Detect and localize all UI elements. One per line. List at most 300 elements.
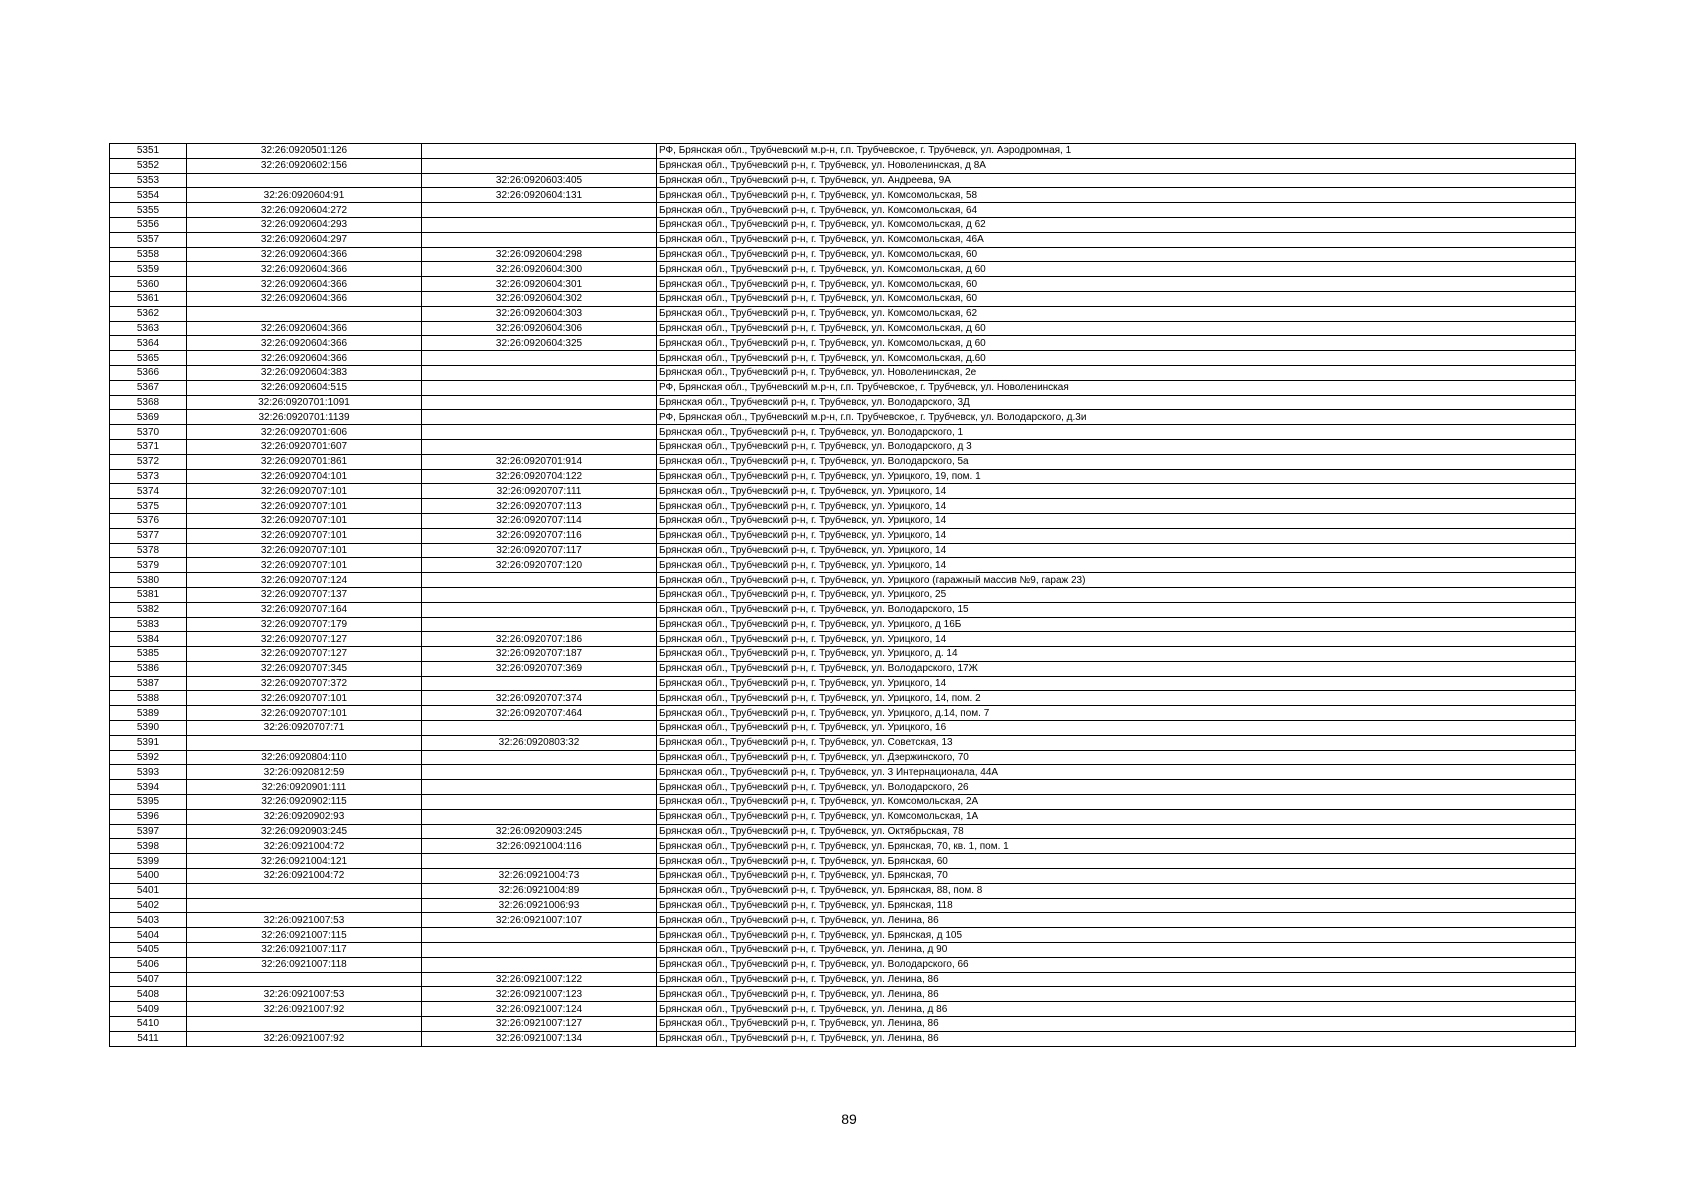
- address-cell: Брянская обл., Трубчевский р-н, г. Трубчевск, ул. Володарского, д 3: [657, 439, 1576, 454]
- building-number-cell: 32:26:0920604:298: [422, 247, 657, 262]
- row-number-cell: 5370: [110, 425, 187, 440]
- parcel-number-cell: 32:26:0920707:101: [187, 543, 422, 558]
- address-cell: Брянская обл., Трубчевский р-н, г. Трубчевск, ул. Урицкого, 19, пом. 1: [657, 469, 1576, 484]
- parcel-number-cell: 32:26:0920701:606: [187, 425, 422, 440]
- row-number-cell: 5393: [110, 765, 187, 780]
- building-number-cell: 32:26:0920707:114: [422, 513, 657, 528]
- row-number-cell: 5355: [110, 203, 187, 218]
- row-number-cell: 5379: [110, 558, 187, 573]
- table-row: [110, 395, 1576, 410]
- row-number-cell: 5365: [110, 351, 187, 366]
- table-row: [110, 632, 1576, 647]
- parcel-number-cell: 32:26:0920901:111: [187, 780, 422, 795]
- parcel-number-cell: [187, 306, 422, 321]
- parcel-number-cell: 32:26:0921007:118: [187, 957, 422, 972]
- row-number-cell: 5404: [110, 928, 187, 943]
- row-number-cell: 5368: [110, 395, 187, 410]
- building-number-cell: [422, 809, 657, 824]
- row-number-cell: 5369: [110, 410, 187, 425]
- address-cell: Брянская обл., Трубчевский р-н, г. Трубчевск, ул. 3 Интернационала, 44А: [657, 765, 1576, 780]
- address-cell: Брянская обл., Трубчевский р-н, г. Трубчевск, ул. Урицкого, д. 14: [657, 647, 1576, 662]
- row-number-cell: 5401: [110, 883, 187, 898]
- row-number-cell: 5356: [110, 217, 187, 232]
- building-number-cell: [422, 410, 657, 425]
- parcel-number-cell: [187, 735, 422, 750]
- parcel-number-cell: [187, 1017, 422, 1032]
- parcel-number-cell: 32:26:0920902:93: [187, 809, 422, 824]
- building-number-cell: 32:26:0920707:369: [422, 661, 657, 676]
- address-cell: РФ, Брянская обл., Трубчевский м.р-н, г.п. Трубчевское, г. Трубчевск, ул. Новоленинская: [657, 380, 1576, 395]
- address-cell: Брянская обл., Трубчевский р-н, г. Трубчевск, ул. Урицкого, 14: [657, 499, 1576, 514]
- parcel-number-cell: 32:26:0921007:115: [187, 928, 422, 943]
- address-cell: Брянская обл., Трубчевский р-н, г. Трубчевск, ул. Комсомольская, 60: [657, 247, 1576, 262]
- row-number-cell: 5396: [110, 809, 187, 824]
- parcel-number-cell: 32:26:0920704:101: [187, 469, 422, 484]
- building-number-cell: 32:26:0920707:374: [422, 691, 657, 706]
- parcel-number-cell: 32:26:0920604:297: [187, 232, 422, 247]
- parcel-number-cell: 32:26:0921004:72: [187, 839, 422, 854]
- parcel-number-cell: 32:26:0920604:366: [187, 336, 422, 351]
- row-number-cell: 5371: [110, 439, 187, 454]
- building-number-cell: 32:26:0920704:122: [422, 469, 657, 484]
- table-row: [110, 987, 1576, 1002]
- address-cell: Брянская обл., Трубчевский р-н, г. Трубчевск, ул. Андреева, 9А: [657, 173, 1576, 188]
- address-cell: Брянская обл., Трубчевский р-н, г. Трубчевск, ул. Комсомольская, 46А: [657, 232, 1576, 247]
- table-row: [110, 528, 1576, 543]
- row-number-cell: 5382: [110, 602, 187, 617]
- address-cell: Брянская обл., Трубчевский р-н, г. Трубчевск, ул. Дзержинского, 70: [657, 750, 1576, 765]
- page-number: 89: [841, 1111, 857, 1127]
- row-number-cell: 5398: [110, 839, 187, 854]
- records-table-body: [110, 144, 1576, 1047]
- address-cell: Брянская обл., Трубчевский р-н, г. Трубчевск, ул. Урицкого, 14: [657, 513, 1576, 528]
- building-number-cell: 32:26:0921007:107: [422, 913, 657, 928]
- table-row: [110, 765, 1576, 780]
- building-number-cell: 32:26:0921004:116: [422, 839, 657, 854]
- building-number-cell: 32:26:0920707:464: [422, 706, 657, 721]
- row-number-cell: 5374: [110, 484, 187, 499]
- table-row: [110, 839, 1576, 854]
- table-row: [110, 232, 1576, 247]
- address-cell: Брянская обл., Трубчевский р-н, г. Трубчевск, ул. Володарского, 26: [657, 780, 1576, 795]
- row-number-cell: 5392: [110, 750, 187, 765]
- address-cell: Брянская обл., Трубчевский р-н, г. Трубчевск, ул. Комсомольская, 62: [657, 306, 1576, 321]
- table-row: [110, 499, 1576, 514]
- table-row: [110, 217, 1576, 232]
- address-cell: Брянская обл., Трубчевский р-н, г. Трубчевск, ул. Володарского, 15: [657, 602, 1576, 617]
- row-number-cell: 5386: [110, 661, 187, 676]
- table-row: [110, 883, 1576, 898]
- building-number-cell: 32:26:0920803:32: [422, 735, 657, 750]
- building-number-cell: [422, 365, 657, 380]
- building-number-cell: [422, 780, 657, 795]
- parcel-number-cell: 32:26:0920707:101: [187, 691, 422, 706]
- address-cell: Брянская обл., Трубчевский р-н, г. Трубчевск, ул. Ленина, д 86: [657, 1002, 1576, 1017]
- parcel-number-cell: 32:26:0920602:156: [187, 158, 422, 173]
- address-cell: Брянская обл., Трубчевский р-н, г. Трубчевск, ул. Урицкого, 14: [657, 528, 1576, 543]
- parcel-number-cell: 32:26:0920707:345: [187, 661, 422, 676]
- table-row: [110, 573, 1576, 588]
- address-cell: Брянская обл., Трубчевский р-н, г. Трубчевск, ул. Володарского, 5а: [657, 454, 1576, 469]
- building-number-cell: 32:26:0920604:302: [422, 291, 657, 306]
- table-row: [110, 365, 1576, 380]
- parcel-number-cell: 32:26:0920903:245: [187, 824, 422, 839]
- row-number-cell: 5372: [110, 454, 187, 469]
- row-number-cell: 5405: [110, 943, 187, 958]
- building-number-cell: 32:26:0920707:113: [422, 499, 657, 514]
- parcel-number-cell: 32:26:0921007:53: [187, 913, 422, 928]
- building-number-cell: [422, 587, 657, 602]
- row-number-cell: 5402: [110, 898, 187, 913]
- address-cell: Брянская обл., Трубчевский р-н, г. Трубчевск, ул. Ленина, 86: [657, 913, 1576, 928]
- parcel-number-cell: 32:26:0920902:115: [187, 795, 422, 810]
- building-number-cell: 32:26:0920604:325: [422, 336, 657, 351]
- table-row: [110, 188, 1576, 203]
- parcel-number-cell: 32:26:0920707:179: [187, 617, 422, 632]
- parcel-number-cell: 32:26:0921004:121: [187, 854, 422, 869]
- table-row: [110, 972, 1576, 987]
- address-cell: Брянская обл., Трубчевский р-н, г. Трубчевск, ул. Урицкого, д.14, пом. 7: [657, 706, 1576, 721]
- building-number-cell: 32:26:0920701:914: [422, 454, 657, 469]
- row-number-cell: 5385: [110, 647, 187, 662]
- building-number-cell: 32:26:0920903:245: [422, 824, 657, 839]
- table-row: [110, 587, 1576, 602]
- address-cell: Брянская обл., Трубчевский р-н, г. Трубчевск, ул. Урицкого, 14: [657, 558, 1576, 573]
- building-number-cell: 32:26:0920707:116: [422, 528, 657, 543]
- row-number-cell: 5359: [110, 262, 187, 277]
- row-number-cell: 5364: [110, 336, 187, 351]
- building-number-cell: [422, 943, 657, 958]
- address-cell: Брянская обл., Трубчевский р-н, г. Трубчевск, ул. Брянская, 60: [657, 854, 1576, 869]
- address-cell: Брянская обл., Трубчевский р-н, г. Трубчевск, ул. Урицкого, 25: [657, 587, 1576, 602]
- row-number-cell: 5380: [110, 573, 187, 588]
- parcel-number-cell: 32:26:0920707:164: [187, 602, 422, 617]
- address-cell: Брянская обл., Трубчевский р-н, г. Трубчевск, ул. Ленина, 86: [657, 1031, 1576, 1046]
- address-cell: Брянская обл., Трубчевский р-н, г. Трубчевск, ул. Урицкого, д 16Б: [657, 617, 1576, 632]
- table-row: [110, 543, 1576, 558]
- parcel-number-cell: 32:26:0920707:101: [187, 528, 422, 543]
- table-row: [110, 454, 1576, 469]
- parcel-number-cell: 32:26:0921007:117: [187, 943, 422, 958]
- row-number-cell: 5378: [110, 543, 187, 558]
- table-row: [110, 513, 1576, 528]
- table-row: [110, 957, 1576, 972]
- building-number-cell: 32:26:0920604:301: [422, 277, 657, 292]
- building-number-cell: [422, 351, 657, 366]
- address-cell: Брянская обл., Трубчевский р-н, г. Трубчевск, ул. Володарского, 66: [657, 957, 1576, 972]
- address-cell: Брянская обл., Трубчевский р-н, г. Трубчевск, ул. Урицкого (гаражный массив №9, гараж 23): [657, 573, 1576, 588]
- parcel-number-cell: 32:26:0920604:366: [187, 277, 422, 292]
- row-number-cell: 5361: [110, 291, 187, 306]
- row-number-cell: 5358: [110, 247, 187, 262]
- table-row: [110, 144, 1576, 159]
- row-number-cell: 5376: [110, 513, 187, 528]
- building-number-cell: [422, 217, 657, 232]
- address-cell: Брянская обл., Трубчевский р-н, г. Трубчевск, ул. Ленина, д 90: [657, 943, 1576, 958]
- address-cell: Брянская обл., Трубчевский р-н, г. Трубчевск, ул. Брянская, 70: [657, 869, 1576, 884]
- table-row: [110, 706, 1576, 721]
- row-number-cell: 5373: [110, 469, 187, 484]
- table-row: [110, 809, 1576, 824]
- table-row: [110, 661, 1576, 676]
- building-number-cell: 32:26:0920707:120: [422, 558, 657, 573]
- parcel-number-cell: 32:26:0920707:101: [187, 558, 422, 573]
- table-row: [110, 558, 1576, 573]
- address-cell: Брянская обл., Трубчевский р-н, г. Трубчевск, ул. Брянская, 88, пом. 8: [657, 883, 1576, 898]
- table-row: [110, 439, 1576, 454]
- address-cell: Брянская обл., Трубчевский р-н, г. Трубчевск, ул. Советская, 13: [657, 735, 1576, 750]
- parcel-number-cell: 32:26:0920604:366: [187, 262, 422, 277]
- parcel-number-cell: 32:26:0920604:515: [187, 380, 422, 395]
- row-number-cell: 5367: [110, 380, 187, 395]
- parcel-number-cell: [187, 972, 422, 987]
- parcel-number-cell: 32:26:0920604:91: [187, 188, 422, 203]
- building-number-cell: [422, 795, 657, 810]
- row-number-cell: 5400: [110, 869, 187, 884]
- building-number-cell: [422, 957, 657, 972]
- row-number-cell: 5375: [110, 499, 187, 514]
- table-row: [110, 676, 1576, 691]
- table-row: [110, 291, 1576, 306]
- parcel-number-cell: [187, 883, 422, 898]
- parcel-number-cell: 32:26:0920604:366: [187, 321, 422, 336]
- row-number-cell: 5353: [110, 173, 187, 188]
- building-number-cell: 32:26:0920707:187: [422, 647, 657, 662]
- table-row: [110, 795, 1576, 810]
- address-cell: Брянская обл., Трубчевский р-н, г. Трубчевск, ул. Комсомольская, д 60: [657, 321, 1576, 336]
- address-cell: Брянская обл., Трубчевский р-н, г. Трубчевск, ул. Ленина, 86: [657, 987, 1576, 1002]
- address-cell: Брянская обл., Трубчевский р-н, г. Трубчевск, ул. Брянская, д 105: [657, 928, 1576, 943]
- table-row: [110, 380, 1576, 395]
- address-cell: Брянская обл., Трубчевский р-н, г. Трубчевск, ул. Новоленинская, 2е: [657, 365, 1576, 380]
- table-row: [110, 425, 1576, 440]
- address-cell: Брянская обл., Трубчевский р-н, г. Трубчевск, ул. Комсомольская, 60: [657, 291, 1576, 306]
- parcel-number-cell: 32:26:0920604:366: [187, 351, 422, 366]
- address-cell: Брянская обл., Трубчевский р-н, г. Трубчевск, ул. Урицкого, 14, пом. 2: [657, 691, 1576, 706]
- row-number-cell: 5352: [110, 158, 187, 173]
- row-number-cell: 5390: [110, 721, 187, 736]
- table-row: [110, 1031, 1576, 1046]
- table-row: [110, 1017, 1576, 1032]
- parcel-number-cell: 32:26:0920707:101: [187, 499, 422, 514]
- table-row: [110, 735, 1576, 750]
- table-row: [110, 277, 1576, 292]
- table-row: [110, 824, 1576, 839]
- building-number-cell: 32:26:0921007:122: [422, 972, 657, 987]
- row-number-cell: 5351: [110, 144, 187, 159]
- table-row: [110, 750, 1576, 765]
- building-number-cell: [422, 380, 657, 395]
- parcel-number-cell: [187, 898, 422, 913]
- address-cell: Брянская обл., Трубчевский р-н, г. Трубчевск, ул. Комсомольская, 60: [657, 277, 1576, 292]
- building-number-cell: [422, 203, 657, 218]
- parcel-number-cell: 32:26:0920707:127: [187, 647, 422, 662]
- parcel-number-cell: 32:26:0920707:124: [187, 573, 422, 588]
- building-number-cell: [422, 928, 657, 943]
- table-row: [110, 247, 1576, 262]
- building-number-cell: [422, 721, 657, 736]
- building-number-cell: 32:26:0921006:93: [422, 898, 657, 913]
- table-row: [110, 691, 1576, 706]
- address-cell: Брянская обл., Трубчевский р-н, г. Трубчевск, ул. Комсомольская, д 60: [657, 336, 1576, 351]
- parcel-number-cell: 32:26:0920701:607: [187, 439, 422, 454]
- address-cell: Брянская обл., Трубчевский р-н, г. Трубчевск, ул. Комсомольская, д 60: [657, 262, 1576, 277]
- table-row: [110, 721, 1576, 736]
- table-row: [110, 410, 1576, 425]
- table-row: [110, 306, 1576, 321]
- row-number-cell: 5362: [110, 306, 187, 321]
- row-number-cell: 5407: [110, 972, 187, 987]
- building-number-cell: 32:26:0920707:117: [422, 543, 657, 558]
- table-row: [110, 617, 1576, 632]
- address-cell: Брянская обл., Трубчевский р-н, г. Трубчевск, ул. Комсомольская, 2А: [657, 795, 1576, 810]
- table-row: [110, 928, 1576, 943]
- parcel-number-cell: 32:26:0920604:366: [187, 247, 422, 262]
- building-number-cell: [422, 573, 657, 588]
- parcel-number-cell: 32:26:0920604:383: [187, 365, 422, 380]
- parcel-number-cell: 32:26:0920707:101: [187, 484, 422, 499]
- row-number-cell: 5403: [110, 913, 187, 928]
- parcel-number-cell: 32:26:0920812:59: [187, 765, 422, 780]
- parcel-number-cell: 32:26:0920707:127: [187, 632, 422, 647]
- building-number-cell: 32:26:0921007:134: [422, 1031, 657, 1046]
- row-number-cell: 5357: [110, 232, 187, 247]
- address-cell: Брянская обл., Трубчевский р-н, г. Трубчевск, ул. Комсомольская, 1А: [657, 809, 1576, 824]
- parcel-number-cell: 32:26:0920707:372: [187, 676, 422, 691]
- building-number-cell: 32:26:0921007:123: [422, 987, 657, 1002]
- building-number-cell: 32:26:0920604:131: [422, 188, 657, 203]
- address-cell: Брянская обл., Трубчевский р-н, г. Трубчевск, ул. Ленина, 86: [657, 1017, 1576, 1032]
- address-cell: Брянская обл., Трубчевский р-н, г. Трубчевск, ул. Октябрьская, 78: [657, 824, 1576, 839]
- parcel-number-cell: 32:26:0920707:71: [187, 721, 422, 736]
- table-row: [110, 336, 1576, 351]
- address-cell: Брянская обл., Трубчевский р-н, г. Трубчевск, ул. Ленина, 86: [657, 972, 1576, 987]
- row-number-cell: 5360: [110, 277, 187, 292]
- row-number-cell: 5381: [110, 587, 187, 602]
- address-cell: Брянская обл., Трубчевский р-н, г. Трубчевск, ул. Брянская, 70, кв. 1, пом. 1: [657, 839, 1576, 854]
- table-row: [110, 469, 1576, 484]
- building-number-cell: [422, 232, 657, 247]
- building-number-cell: 32:26:0921007:127: [422, 1017, 657, 1032]
- building-number-cell: [422, 602, 657, 617]
- table-row: [110, 321, 1576, 336]
- building-number-cell: [422, 765, 657, 780]
- building-number-cell: 32:26:0920707:111: [422, 484, 657, 499]
- building-number-cell: [422, 750, 657, 765]
- table-row: [110, 1002, 1576, 1017]
- address-cell: Брянская обл., Трубчевский р-н, г. Трубчевск, ул. Володарского, 3Д: [657, 395, 1576, 410]
- building-number-cell: 32:26:0920604:303: [422, 306, 657, 321]
- building-number-cell: [422, 395, 657, 410]
- address-cell: Брянская обл., Трубчевский р-н, г. Трубчевск, ул. Урицкого, 14: [657, 543, 1576, 558]
- address-cell: Брянская обл., Трубчевский р-н, г. Трубчевск, ул. Урицкого, 14: [657, 632, 1576, 647]
- building-number-cell: [422, 617, 657, 632]
- address-cell: Брянская обл., Трубчевский р-н, г. Трубчевск, ул. Комсомольская, 58: [657, 188, 1576, 203]
- row-number-cell: 5395: [110, 795, 187, 810]
- parcel-number-cell: 32:26:0921007:92: [187, 1002, 422, 1017]
- table-row: [110, 943, 1576, 958]
- row-number-cell: 5388: [110, 691, 187, 706]
- row-number-cell: 5354: [110, 188, 187, 203]
- table-row: [110, 869, 1576, 884]
- parcel-number-cell: 32:26:0920701:1139: [187, 410, 422, 425]
- building-number-cell: [422, 144, 657, 159]
- address-cell: Брянская обл., Трубчевский р-н, г. Трубчевск, ул. Володарского, 17Ж: [657, 661, 1576, 676]
- row-number-cell: 5409: [110, 1002, 187, 1017]
- parcel-number-cell: [187, 173, 422, 188]
- parcel-number-cell: 32:26:0920604:293: [187, 217, 422, 232]
- row-number-cell: 5363: [110, 321, 187, 336]
- building-number-cell: 32:26:0921004:73: [422, 869, 657, 884]
- building-number-cell: [422, 158, 657, 173]
- building-number-cell: 32:26:0920604:300: [422, 262, 657, 277]
- parcel-number-cell: 32:26:0921004:72: [187, 869, 422, 884]
- row-number-cell: 5389: [110, 706, 187, 721]
- table-row: [110, 854, 1576, 869]
- building-number-cell: [422, 854, 657, 869]
- building-number-cell: 32:26:0920707:186: [422, 632, 657, 647]
- parcel-number-cell: 32:26:0920701:1091: [187, 395, 422, 410]
- address-cell: Брянская обл., Трубчевский р-н, г. Трубчевск, ул. Брянская, 118: [657, 898, 1576, 913]
- table-row: [110, 780, 1576, 795]
- building-number-cell: [422, 425, 657, 440]
- building-number-cell: [422, 439, 657, 454]
- address-cell: Брянская обл., Трубчевский р-н, г. Трубчевск, ул. Урицкого, 14: [657, 484, 1576, 499]
- row-number-cell: 5411: [110, 1031, 187, 1046]
- building-number-cell: [422, 676, 657, 691]
- parcel-number-cell: 32:26:0920501:126: [187, 144, 422, 159]
- row-number-cell: 5366: [110, 365, 187, 380]
- parcel-number-cell: 32:26:0921007:92: [187, 1031, 422, 1046]
- building-number-cell: 32:26:0921007:124: [422, 1002, 657, 1017]
- table-row: [110, 351, 1576, 366]
- table-row: [110, 173, 1576, 188]
- building-number-cell: 32:26:0921004:89: [422, 883, 657, 898]
- table-row: [110, 898, 1576, 913]
- row-number-cell: 5410: [110, 1017, 187, 1032]
- parcel-number-cell: 32:26:0920701:861: [187, 454, 422, 469]
- address-cell: Брянская обл., Трубчевский р-н, г. Трубчевск, ул. Володарского, 1: [657, 425, 1576, 440]
- parcel-number-cell: 32:26:0920707:101: [187, 513, 422, 528]
- row-number-cell: 5399: [110, 854, 187, 869]
- parcel-number-cell: 32:26:0920707:137: [187, 587, 422, 602]
- building-number-cell: 32:26:0920603:405: [422, 173, 657, 188]
- address-cell: Брянская обл., Трубчевский р-н, г. Трубчевск, ул. Комсомольская, д.60: [657, 351, 1576, 366]
- table-row: [110, 647, 1576, 662]
- address-cell: Брянская обл., Трубчевский р-н, г. Трубчевск, ул. Новоленинская, д 8А: [657, 158, 1576, 173]
- row-number-cell: 5383: [110, 617, 187, 632]
- table-row: [110, 602, 1576, 617]
- row-number-cell: 5391: [110, 735, 187, 750]
- row-number-cell: 5394: [110, 780, 187, 795]
- building-number-cell: 32:26:0920604:306: [422, 321, 657, 336]
- row-number-cell: 5377: [110, 528, 187, 543]
- row-number-cell: 5406: [110, 957, 187, 972]
- parcel-number-cell: 32:26:0920604:366: [187, 291, 422, 306]
- row-number-cell: 5384: [110, 632, 187, 647]
- address-cell: Брянская обл., Трубчевский р-н, г. Трубчевск, ул. Урицкого, 16: [657, 721, 1576, 736]
- address-cell: РФ, Брянская обл., Трубчевский м.р-н, г.п. Трубчевское, г. Трубчевск, ул. Володарского, д.3и: [657, 410, 1576, 425]
- row-number-cell: 5408: [110, 987, 187, 1002]
- parcel-number-cell: 32:26:0921007:53: [187, 987, 422, 1002]
- row-number-cell: 5397: [110, 824, 187, 839]
- address-cell: Брянская обл., Трубчевский р-н, г. Трубчевск, ул. Комсомольская, 64: [657, 203, 1576, 218]
- table-row: [110, 484, 1576, 499]
- table-row: [110, 262, 1576, 277]
- address-cell: Брянская обл., Трубчевский р-н, г. Трубчевск, ул. Урицкого, 14: [657, 676, 1576, 691]
- address-cell: РФ, Брянская обл., Трубчевский м.р-н, г.п. Трубчевское, г. Трубчевск, ул. Аэродромная, 1: [657, 144, 1576, 159]
- records-table: [109, 143, 1576, 1047]
